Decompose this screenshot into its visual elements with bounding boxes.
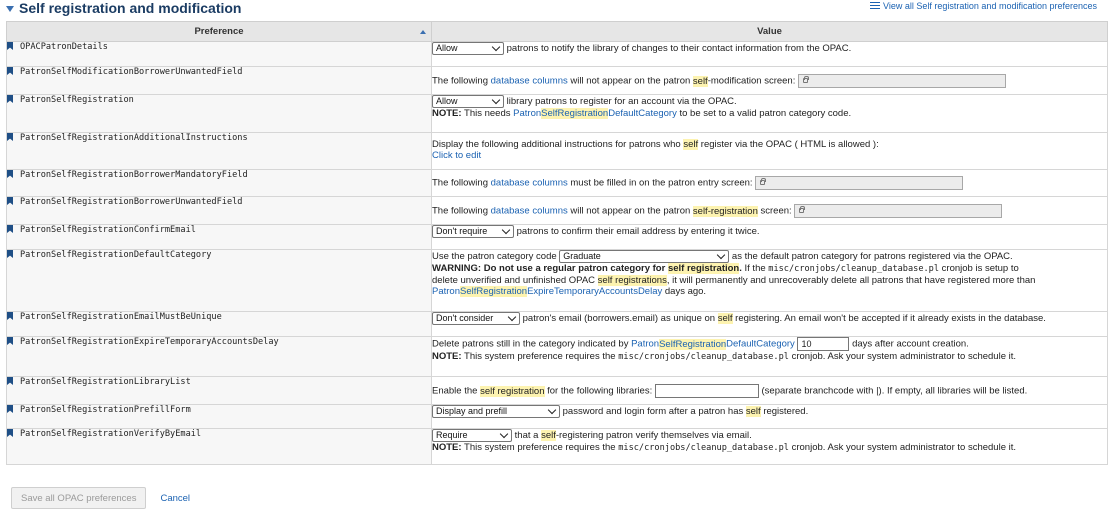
email-unique-select[interactable]: Don't consider <box>432 312 520 325</box>
bookmark-icon <box>7 197 13 205</box>
table-row: PatronSelfRegistrationAdditionalInstructions Display the following additional instructions for patrons who self register via the OPAC ( HTML is allowed ): Click to edit <box>7 133 1108 170</box>
footer-actions <box>11 487 190 509</box>
chevron-down-icon <box>492 96 500 104</box>
chevron-down-icon <box>502 226 510 234</box>
table-row: PatronSelfModificationBorrowerUnwantedField The following database columns will not appear on the patron self-modification screen: <box>7 67 1108 95</box>
verify-by-email-select[interactable]: Require <box>432 429 512 442</box>
expire-delay-input[interactable]: 10 <box>797 337 849 351</box>
table-row: OPACPatronDetails Allow patrons to notify the library of changes to their contact information from the OPAC. <box>7 42 1108 67</box>
bookmark-icon <box>7 67 13 75</box>
pref-name: PatronSelfRegistrationAdditionalInstructions <box>20 133 248 143</box>
table-row: PatronSelfRegistrationVerifyByEmail Require that a self-registering patron verify themselves via email. NOTE: This system preference requires the misc/cronjobs/cleanup_database.pl cronjob. Ask your system administrator to schedule it. <box>7 429 1108 465</box>
table-row: PatronSelfRegistrationEmailMustBeUnique Don't consider patron's email (borrowers.email) as unique on self registering. An email won't be accepted if it already exists in the database. <box>7 312 1108 337</box>
chevron-down-icon <box>717 251 725 259</box>
click-to-edit-link[interactable]: Click to edit <box>432 150 482 161</box>
default-category-link[interactable]: PatronSelfRegistrationDefaultCategory <box>513 108 677 119</box>
bookmark-icon <box>7 405 13 413</box>
view-all-label: View all Self registration and modification preferences <box>883 1 1097 11</box>
database-columns-link[interactable]: database columns <box>490 205 568 217</box>
pref-name: PatronSelfRegistrationExpireTemporaryAccountsDelay <box>20 337 279 347</box>
bookmark-icon <box>7 95 13 103</box>
bookmark-icon <box>7 337 13 345</box>
bookmark-icon <box>7 42 13 50</box>
collapse-caret-icon[interactable] <box>6 6 14 12</box>
lock-icon <box>799 208 804 213</box>
lock-icon <box>803 78 808 83</box>
default-category-select[interactable]: Graduate <box>559 250 729 263</box>
table-row: PatronSelfRegistrationExpireTemporaryAccountsDelay Delete patrons still in the category indicated by PatronSelfRegistrationDefaultCategory 10 days after account creation. NOTE: This system preference requires the misc/cronjobs/cleanup_database.pl cronjob. Ask your system administrator to schedule it. <box>7 337 1108 377</box>
database-columns-link[interactable]: database columns <box>490 75 568 87</box>
opac-patron-details-select[interactable]: Allow <box>432 42 504 55</box>
chevron-down-icon <box>548 406 556 414</box>
bookmark-icon <box>7 225 13 233</box>
bookmark-icon <box>7 429 13 437</box>
self-registration-select[interactable]: Allow <box>432 95 504 108</box>
pref-name: PatronSelfRegistrationLibraryList <box>20 377 191 387</box>
chevron-down-icon <box>508 313 516 321</box>
cancel-link[interactable]: Cancel <box>160 492 191 504</box>
bookmark-icon <box>7 250 13 258</box>
unwanted-field-input[interactable] <box>794 204 1002 218</box>
section-header[interactable] <box>6 0 241 16</box>
section-title: Self registration and modification <box>19 0 242 16</box>
mandatory-field-input[interactable] <box>755 176 963 190</box>
library-list-input[interactable] <box>655 384 759 398</box>
table-row: PatronSelfRegistration Allow library patrons to register for an account via the OPAC. NOTE: This needs PatronSelfRegistrationDefaultCategory to be set to a valid patron category code. <box>7 95 1108 133</box>
bookmark-icon <box>7 312 13 320</box>
lock-icon <box>760 180 765 185</box>
preference-column-header[interactable]: Preference <box>7 22 432 42</box>
pref-name: PatronSelfRegistration <box>20 95 134 105</box>
bookmark-icon <box>7 377 13 385</box>
value-column-header: Value <box>432 22 1108 42</box>
save-preferences-button[interactable]: Save all OPAC preferences <box>11 487 146 509</box>
preferences-table <box>6 21 1108 465</box>
sort-asc-icon <box>420 30 426 34</box>
unwanted-field-input[interactable] <box>798 74 1006 88</box>
table-row: PatronSelfRegistrationConfirmEmail Don't require patrons to confirm their email address by entering it twice. <box>7 225 1108 250</box>
chevron-down-icon <box>492 43 500 51</box>
table-row: PatronSelfRegistrationBorrowerUnwantedField The following database columns will not appear on the patron self-registration screen: <box>7 197 1108 225</box>
table-row: PatronSelfRegistrationLibraryList Enable the self registration for the following libraries: (separate branchcode with |). If empty, all libraries will be listed. <box>7 377 1108 405</box>
pref-name: PatronSelfRegistrationPrefillForm <box>20 405 191 415</box>
pref-name: OPACPatronDetails <box>20 42 108 52</box>
chevron-down-icon <box>500 430 508 438</box>
view-all-preferences-link[interactable] <box>870 1 1097 11</box>
table-row: PatronSelfRegistrationBorrowerMandatoryField The following database columns must be filled in on the patron entry screen: <box>7 170 1108 197</box>
bookmark-icon <box>7 170 13 178</box>
pref-name: PatronSelfRegistrationVerifyByEmail <box>20 429 202 439</box>
table-row: PatronSelfRegistrationPrefillForm Display and prefill password and login form after a patron has self registered. <box>7 405 1108 429</box>
table-row: PatronSelfRegistrationDefaultCategory Use the patron category code Graduate as the default patron category for patrons registered via the OPAC. WARNING: Do not use a regular patron category for self registration. If the misc/cronjobs/cleanup_database.pl cronjob is setup to delete unverified and unfinished OPAC self registrations, it will permanently and unrecoverably delete all patrons that have registered more than PatronSelfRegistrationExpireTemporaryAccountsDelay days ago. <box>7 250 1108 312</box>
prefill-form-select[interactable]: Display and prefill <box>432 405 560 418</box>
pref-name: PatronSelfModificationBorrowerUnwantedField <box>20 67 243 77</box>
pref-name: PatronSelfRegistrationEmailMustBeUnique <box>20 312 222 322</box>
bookmark-icon <box>7 133 13 141</box>
pref-name: PatronSelfRegistrationBorrowerMandatoryField <box>20 170 248 180</box>
pref-name: PatronSelfRegistrationConfirmEmail <box>20 225 196 235</box>
list-icon <box>870 2 880 10</box>
confirm-email-select[interactable]: Don't require <box>432 225 514 238</box>
pref-name: PatronSelfRegistrationDefaultCategory <box>20 250 212 260</box>
default-category-link[interactable]: PatronSelfRegistrationDefaultCategory <box>631 338 795 350</box>
expire-delay-link[interactable]: PatronSelfRegistrationExpireTemporaryAccountsDelay <box>432 286 663 297</box>
pref-name: PatronSelfRegistrationBorrowerUnwantedField <box>20 197 243 207</box>
database-columns-link[interactable]: database columns <box>490 177 568 189</box>
